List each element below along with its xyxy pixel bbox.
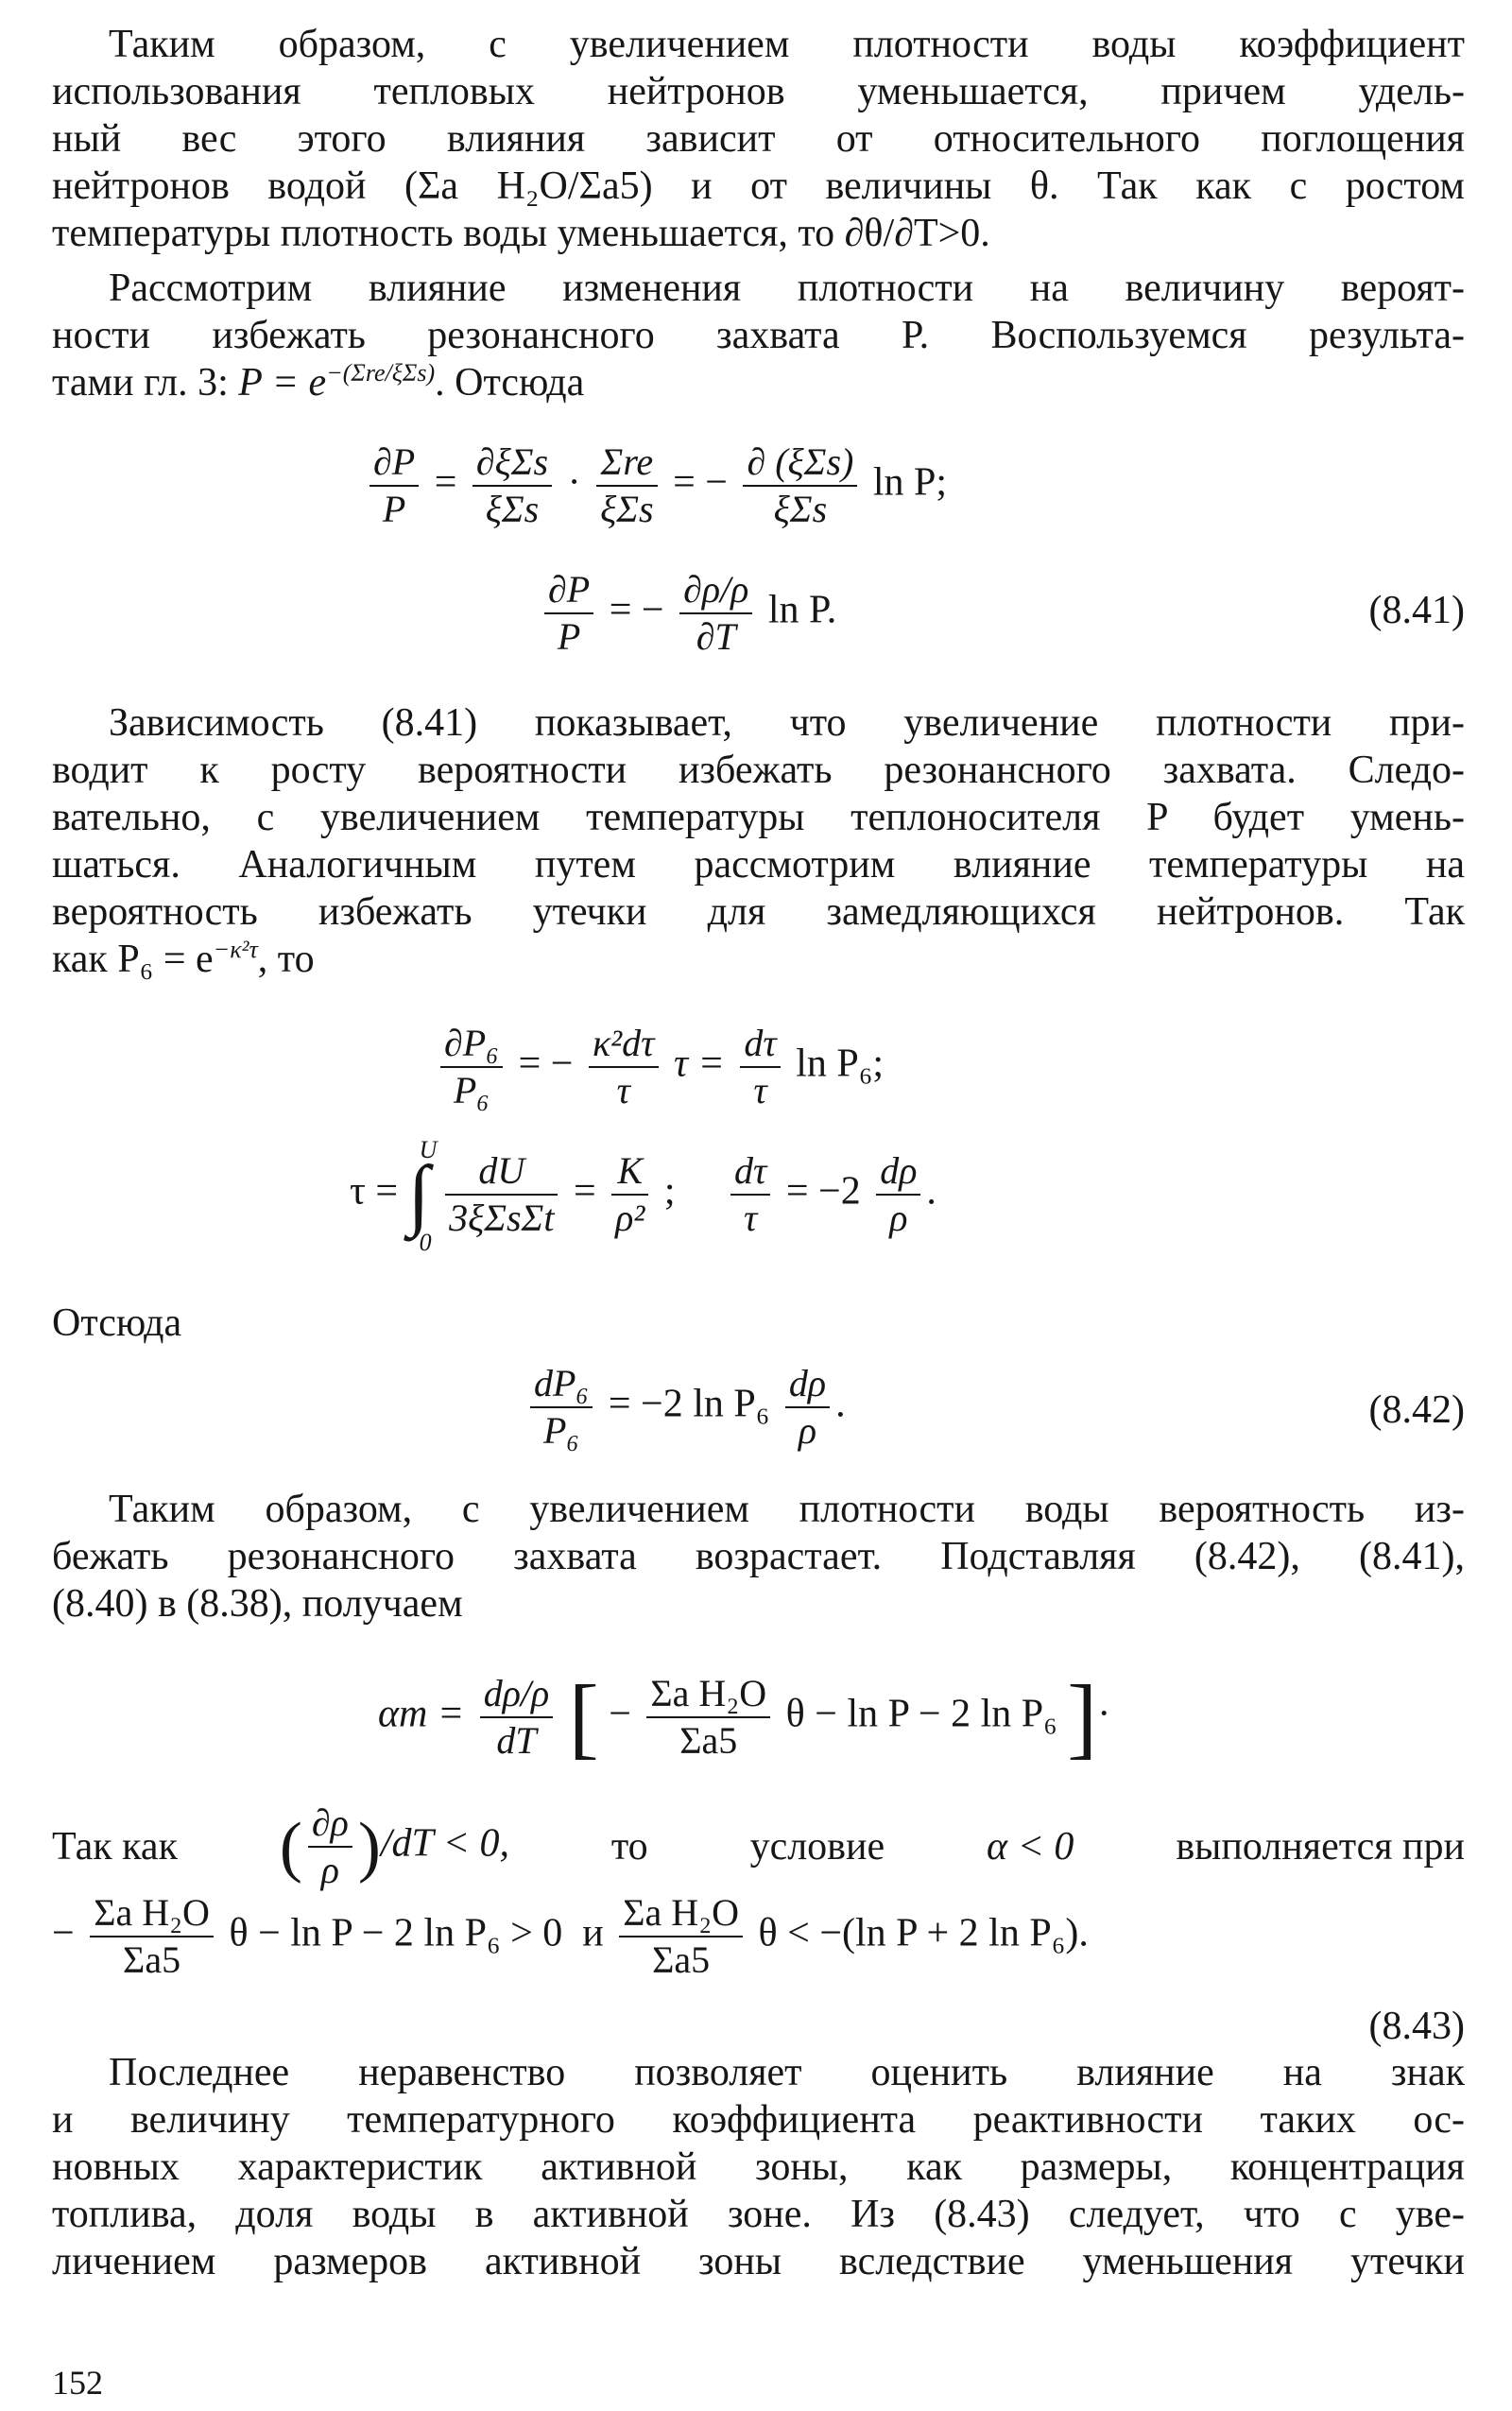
text-fragment: тами гл. 3: xyxy=(52,361,229,405)
equation-number: (8.41) xyxy=(1368,589,1465,632)
fraction: $\frac{dU}{\text{3ξΣsΣt}}$ xyxy=(445,1148,558,1241)
fraction: $\frac{\partial P}{P}$ xyxy=(544,567,593,660)
fraction: $\frac{d\rho/\rho}{dT}$ xyxy=(480,1671,554,1764)
fraction: $\frac{\partial\rho}{\rho}$ xyxy=(308,1800,352,1893)
text-line: ности избежать резонансного захвата P. Воспользуемся результа- xyxy=(52,314,1465,357)
fraction: $\frac{\text{κ²dτ}}{\tau}$ xyxy=(589,1021,659,1113)
paragraph-3 xyxy=(52,699,1465,983)
text-line: топлива, доля воды в активной зоне. Из (8.43) следует, что с уве- xyxy=(52,2193,1465,2236)
fraction: $\frac{d\tau}{\tau}$ xyxy=(740,1021,780,1113)
text-line xyxy=(52,359,1465,406)
text-line: Зависимость (8.41) показывает, что увеличение плотности при- xyxy=(109,701,1465,745)
paragraph-1 xyxy=(52,21,1465,257)
text-fragment: , то xyxy=(257,938,315,981)
text-line: бежать резонансного захвата возрастает. Подставляя (8.42), (8.41), xyxy=(52,1535,1465,1578)
fraction: $\frac{K}{\text{ρ²}}$ xyxy=(611,1148,648,1241)
equation-number: (8.42) xyxy=(1368,1388,1465,1432)
fraction: $\frac{d\rho}{\rho}$ xyxy=(876,1148,920,1241)
inline-exponent: −(Σre/ξΣs) xyxy=(326,359,436,387)
fraction: $\frac{d\tau}{\tau}$ xyxy=(730,1148,770,1241)
text-line: шаться. Аналогичным путем рассмотрим влияние температуры на xyxy=(52,843,1465,887)
equation-alpha-t: αт = $\frac{d\rho/\rho}{dT}$ [ − $\frac{\text{Σa H₂O}}{\Sigma a5}$ θ − ln P − 2 ln P₆ ]· xyxy=(378,1665,1111,1767)
text-line: ный вес этого влияния зависит от относительного поглощения xyxy=(52,117,1465,161)
fraction: $\frac{\text{dP₆}}{\text{P₆}}$ xyxy=(530,1361,593,1454)
equation-dp-over-p: $\frac{\partial P}{P}$ = $\frac{\text{∂ξΣs}}{\text{ξΣs}}$ · $\frac{\text{Σre}}{\text{ξΣs}}$ = − $\frac{\text{∂ (ξΣs)}}{\text{ξΣs}}$ ln P; xyxy=(364,439,947,532)
equation-8-41: $\frac{\partial P}{P}$ = − $\frac{\partial\rho/\rho}{\partial T}$ ln P. xyxy=(539,567,836,660)
text-line: Последнее неравенство позволяет оценить влияние на знак xyxy=(109,2051,1465,2094)
text-line: Таким образом, с увеличением плотности воды коэффициент xyxy=(109,23,1465,66)
fraction: $\frac{\text{∂ξΣs}}{\text{ξΣs}}$ xyxy=(472,439,552,532)
text-fragment: как P₆ = e xyxy=(52,938,214,981)
fraction: $\frac{\text{Σre}}{\text{ξΣs}}$ xyxy=(596,439,657,532)
inline-formula: P = e xyxy=(238,361,327,405)
text-line: новных характеристик активной зоны, как размеры, концентрация xyxy=(52,2145,1465,2189)
fraction: $\frac{\partial\rho/\rho}{\partial T}$ xyxy=(679,567,752,660)
inline-exponent: −κ²τ xyxy=(213,936,258,963)
text-line: вательно, с увеличением температуры теплоносителя P будет умень- xyxy=(52,796,1465,839)
text-line: (8.40) в (8.38), получаем xyxy=(52,1582,463,1626)
fraction: $\frac{\text{∂P₆}}{\text{P₆}}$ xyxy=(440,1021,503,1113)
equation-dp6-over-p6: $\frac{\text{∂P₆}}{\text{P₆}}$ = − $\frac{\text{κ²dτ}}{\tau}$ τ = $\frac{d\tau}{\tau}$ ln P₆; xyxy=(435,1021,884,1113)
text-line: Таким образом, с увеличением плотности воды вероятность из- xyxy=(109,1488,1465,1531)
text-line: личением размеров активной зоны вследствие уменьшения утечки xyxy=(52,2240,1465,2283)
text-line: нейтронов водой (Σa H₂O/Σa5) и от величины θ. Так как с ростом xyxy=(52,164,1465,208)
text-line: температуры плотность воды уменьшается, то ∂θ/∂T>0. xyxy=(52,212,990,255)
equation-8-43: − $\frac{\text{Σa H₂O}}{\Sigma a5}$ θ − ln P − 2 ln P₆ > 0 и $\frac{\text{Σa H₂O}}{\Sigma a5}$ θ < −(ln P + 2 ln P₆). xyxy=(52,1891,1089,1981)
paragraph-6 xyxy=(52,2049,1465,2285)
paragraph-4 xyxy=(52,1486,1465,1627)
paragraph-5-line: Так как ( $\frac{\partial\rho}{\rho}$ )/dT < 0, то условие α < 0 выполняется при xyxy=(52,1801,1465,1891)
page-number: 152 xyxy=(52,2364,103,2402)
fraction: $\frac{\text{Σa H₂O}}{\Sigma a5}$ xyxy=(646,1671,770,1764)
fraction: $\frac{d\rho}{\rho}$ xyxy=(785,1361,830,1454)
equation-8-42: $\frac{\text{dP₆}}{\text{P₆}}$ = −2 ln P₆ $\frac{d\rho}{\rho}$ . xyxy=(524,1361,846,1454)
text-fragment: . Отсюда xyxy=(435,361,585,405)
text-line: и величину температурного коэффициента реактивности таких ос- xyxy=(52,2098,1465,2142)
fraction: $\frac{\text{Σa H₂O}}{\Sigma a5}$ xyxy=(90,1890,214,1983)
paragraph-otsyuda xyxy=(52,1300,1465,1347)
equation-number: (8.43) xyxy=(1368,2005,1465,2048)
fraction: $\frac{\text{Σa H₂O}}{\Sigma a5}$ xyxy=(619,1890,743,1983)
text-line: водит к росту вероятности избежать резонансного захвата. Следо- xyxy=(52,749,1465,792)
equation-tau-integral: τ = ∫ U 0 $\frac{dU}{\text{3ξΣsΣt}}$ = $\frac{K}{\text{ρ²}}$ ; $\frac{d\tau}{\tau}$ = −2 $\frac{d\rho}{\rho}$ . xyxy=(350,1136,936,1256)
integral-sign: ∫ U 0 xyxy=(407,1136,438,1256)
text-line: использования тепловых нейтронов уменьшается, причем удель- xyxy=(52,70,1465,113)
fraction: $\frac{\text{∂ (ξΣs)}}{\text{ξΣs}}$ xyxy=(743,439,857,532)
fraction: $\frac{\partial P}{P}$ xyxy=(369,439,419,532)
text-line: вероятность избежать утечки для замедляющихся нейтронов. Так xyxy=(52,890,1465,934)
text-line: Рассмотрим влияние изменения плотности на величину вероят- xyxy=(109,267,1465,310)
paragraph-2 xyxy=(52,265,1465,406)
text-line xyxy=(52,936,1465,983)
text-line: Отсюда xyxy=(52,1301,182,1345)
